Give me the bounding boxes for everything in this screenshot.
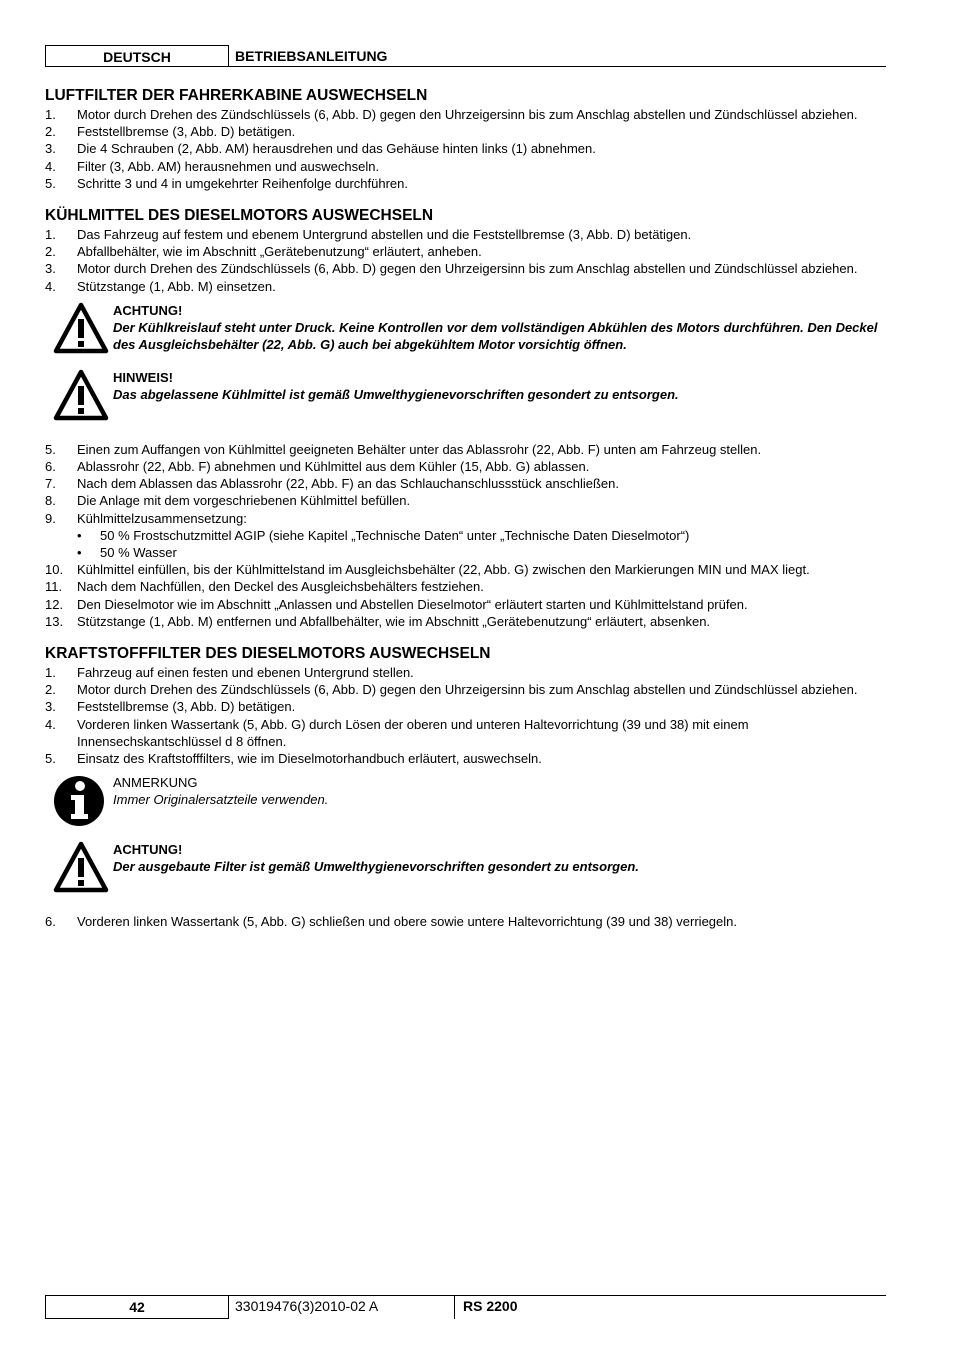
step-text: Fahrzeug auf einen festen und ebenen Untergrund stellen. — [77, 665, 414, 681]
step-number: 4. — [45, 158, 56, 174]
page-content — [45, 86, 886, 930]
list-item — [45, 441, 886, 458]
warning-triangle-icon — [53, 302, 113, 362]
warning-pressure — [53, 302, 886, 362]
list-item — [45, 698, 886, 715]
section-title: LUFTFILTER DER FAHRERKABINE AUSWECHSELN — [45, 87, 428, 104]
step-number: 2. — [45, 124, 56, 140]
step-number: 2. — [45, 682, 56, 698]
warning-title: ACHTUNG! — [113, 302, 183, 318]
step-number: 6. — [45, 914, 56, 930]
warning-filter-disposal — [53, 841, 886, 901]
list-item — [45, 596, 886, 613]
list-item — [45, 106, 886, 123]
page-footer — [45, 1295, 886, 1319]
document-code: 33019476(3)2010-02 A — [235, 1298, 379, 1314]
list-item — [45, 175, 886, 192]
step-text: Motor durch Drehen des Zündschlüssels (6, Abb. D) gegen den Uhrzeigersinn bis zum Anschlag abstellen und Zündschlüssel abziehen. — [77, 261, 858, 277]
info-icon — [53, 774, 113, 834]
section-fuel-filter — [45, 644, 886, 930]
list-item — [45, 613, 886, 630]
step-text: Kühlmittelzusammensetzung: — [77, 510, 247, 526]
list-item — [45, 561, 886, 578]
notice-title: HINWEIS! — [113, 369, 173, 385]
step-list — [45, 441, 886, 527]
step-text: Ablassrohr (22, Abb. F) abnehmen und Kühlmittel aus dem Kühler (15, Abb. G) ablassen. — [77, 459, 590, 475]
warning-text: Der ausgebaute Filter ist gemäß Umwelthygienevorschriften gesondert zu entsorgen. — [113, 859, 639, 875]
footer-separator — [454, 1295, 455, 1319]
step-list — [45, 226, 886, 295]
warning-triangle-icon — [53, 369, 113, 429]
step-number: 2. — [45, 244, 56, 260]
bullet-list — [45, 527, 886, 561]
step-text: Schritte 3 und 4 in umgekehrter Reihenfolge durchführen. — [77, 175, 408, 191]
step-text: Den Dieselmotor wie im Abschnitt „Anlassen und Abstellen Dieselmotor“ erläutert starten und Kühlmittelstand prüfen. — [77, 596, 748, 612]
step-number: 3. — [45, 141, 56, 157]
step-list — [45, 106, 886, 192]
step-number: 7. — [45, 476, 56, 492]
section-title: KRAFTSTOFFFILTER DES DIESELMOTORS AUSWECHSELN — [45, 645, 491, 663]
step-text: Feststellbremse (3, Abb. D) betätigen. — [77, 699, 296, 715]
list-item — [45, 664, 886, 681]
info-note — [53, 774, 886, 834]
list-item — [45, 716, 886, 750]
step-text: Vorderen linken Wassertank (5, Abb. G) durch Lösen der oberen und unteren Haltevorrichtung (39 und 38) mit einem Innensechskantschlüssel d 8 öffnen. — [77, 716, 749, 749]
section-cabin-air-filter — [45, 86, 886, 192]
bullet-icon: • — [77, 545, 82, 561]
section-coolant — [45, 206, 886, 630]
step-text: Abfallbehälter, wie im Abschnitt „Gerätebenutzung“ erläutert, anheben. — [77, 244, 482, 260]
step-number: 1. — [45, 107, 56, 122]
notice-disposal — [53, 369, 886, 429]
list-item — [45, 913, 886, 930]
step-text: Das Fahrzeug auf festem und ebenem Untergrund abstellen und die Feststellbremse (3, Abb. D) betätigen. — [77, 227, 692, 243]
step-number: 1. — [45, 665, 56, 681]
step-text: Motor durch Drehen des Zündschlüssels (6, Abb. D) gegen den Uhrzeigersinn bis zum Anschlag abstellen und Zündschlüssel abziehen. — [77, 107, 858, 122]
step-number: 4. — [45, 716, 56, 732]
step-number: 13. — [45, 613, 64, 629]
bullet-text: 50 % Wasser — [100, 545, 177, 561]
bullet-item — [77, 544, 886, 561]
step-number: 5. — [45, 441, 56, 457]
step-text: Kühlmittel einfüllen, bis der Kühlmittelstand im Ausgleichsbehälter (22, Abb. G) zwischen den Markierungen MIN und MAX liegt. — [77, 562, 810, 578]
step-number: 10. — [45, 562, 64, 578]
step-number: 8. — [45, 493, 56, 509]
step-list — [45, 664, 886, 767]
header-language: DEUTSCH — [45, 45, 229, 66]
step-number: 3. — [45, 699, 56, 715]
step-text: Einsatz des Kraftstofffilters, wie im Dieselmotorhandbuch erläutert, auswechseln. — [77, 751, 542, 767]
step-number: 5. — [45, 175, 56, 191]
step-number: 6. — [45, 459, 56, 475]
step-text: Nach dem Nachfüllen, den Deckel des Ausgleichsbehälters festziehen. — [77, 579, 484, 595]
warning-text: Der Kühlkreislauf steht unter Druck. Keine Kontrollen vor dem vollständigen Abkühlen des Motors durchführen. Den Deckel des Ausgleichsbehälter (22, Abb. G) auch bei abgekühltem Motor vorsichtig öffnen. — [113, 320, 878, 353]
section-title: KÜHLMITTEL DES DIESELMOTORS AUSWECHSELN — [45, 207, 434, 225]
step-text: Nach dem Ablassen das Ablassrohr (22, Abb. F) an das Schlauchanschlussstück anschließen. — [77, 476, 619, 492]
list-item — [45, 278, 886, 295]
bullet-icon: • — [77, 527, 82, 543]
step-text: Filter (3, Abb. AM) herausnehmen und auswechseln. — [77, 158, 380, 174]
list-item — [45, 158, 886, 175]
list-item — [45, 510, 886, 527]
list-item — [45, 492, 886, 509]
step-number: 9. — [45, 510, 56, 526]
step-text: Die Anlage mit dem vorgeschriebenen Kühlmittel befüllen. — [77, 493, 411, 509]
step-number: 11. — [45, 579, 63, 595]
list-item — [45, 458, 886, 475]
step-list — [45, 561, 886, 630]
list-item — [45, 750, 886, 767]
step-number: 3. — [45, 261, 56, 277]
info-text: Immer Originalersatzteile verwenden. — [113, 792, 329, 808]
list-item — [45, 243, 886, 260]
step-text: Einen zum Auffangen von Kühlmittel geeigneten Behälter unter das Ablassrohr (22, Abb. F) unten am Fahrzeug stellen. — [77, 441, 762, 457]
list-item — [45, 140, 886, 157]
page-header — [45, 45, 886, 67]
header-rule — [45, 66, 886, 67]
step-text: Motor durch Drehen des Zündschlüssels (6, Abb. D) gegen den Uhrzeigersinn bis zum Anschlag abstellen und Zündschlüssel abziehen. — [77, 682, 858, 698]
list-item — [45, 681, 886, 698]
bullet-text: 50 % Frostschutzmittel AGIP (siehe Kapitel „Technische Daten“ unter „Technische Daten Dieselmotor“) — [100, 527, 690, 543]
list-item — [45, 123, 886, 140]
step-number: 4. — [45, 278, 56, 294]
step-number: 1. — [45, 227, 56, 243]
step-number: 5. — [45, 751, 56, 767]
list-item — [45, 475, 886, 492]
step-text: Vorderen linken Wassertank (5, Abb. G) schließen und obere sowie untere Haltevorrichtung (39 und 38) verriegeln. — [77, 914, 737, 930]
bullet-item — [77, 527, 886, 544]
page-number: 42 — [45, 1295, 229, 1319]
step-text: Stützstange (1, Abb. M) entfernen und Abfallbehälter, wie im Abschnitt „Gerätebenutzung“ erläutert, absenken. — [77, 613, 711, 629]
model-name: RS 2200 — [463, 1298, 518, 1314]
info-title: ANMERKUNG — [113, 775, 198, 791]
warning-title: ACHTUNG! — [113, 842, 183, 858]
step-text: Stützstange (1, Abb. M) einsetzen. — [77, 278, 276, 294]
list-item — [45, 226, 886, 243]
list-item — [45, 578, 886, 595]
step-text: Feststellbremse (3, Abb. D) betätigen. — [77, 124, 296, 140]
list-item — [45, 260, 886, 277]
notice-text: Das abgelassene Kühlmittel ist gemäß Umwelthygienevorschriften gesondert zu entsorgen. — [113, 387, 679, 403]
step-list — [45, 913, 886, 930]
warning-triangle-icon — [53, 841, 113, 901]
step-text: Die 4 Schrauben (2, Abb. AM) herausdrehen und das Gehäuse hinten links (1) abnehmen. — [77, 141, 596, 157]
header-title: BETRIEBSANLEITUNG — [235, 48, 388, 64]
step-number: 12. — [45, 596, 64, 612]
